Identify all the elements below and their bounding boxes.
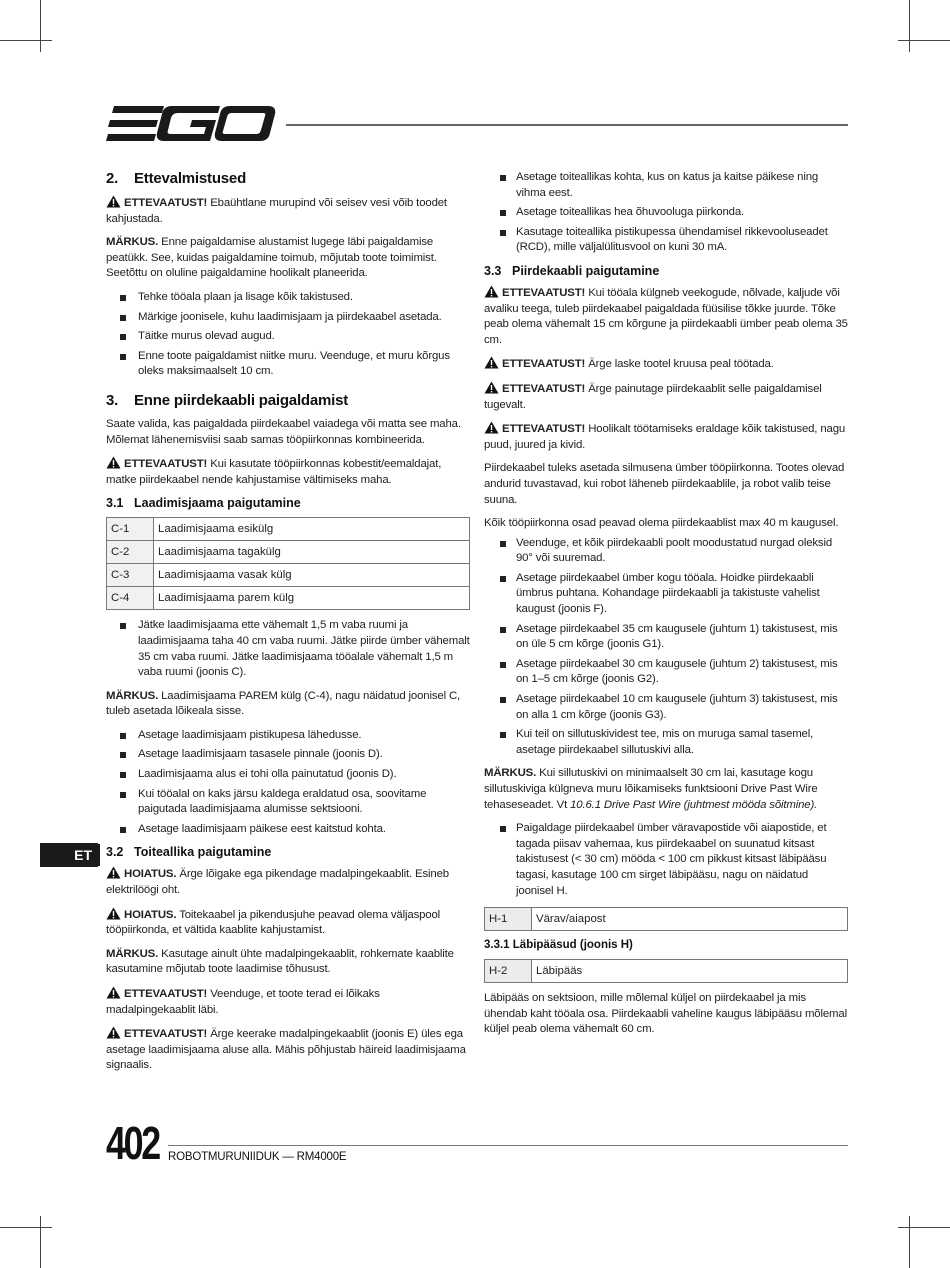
list-item: Tehke tööala plaan ja lisage kõik takistused.: [106, 290, 470, 306]
bullet-list: [484, 170, 848, 256]
legend-table: [106, 517, 470, 610]
section-heading: 2. Ettevalmistused: [106, 170, 247, 187]
subsection-heading: 3.1 Laadimisjaama paigutamine: [106, 496, 301, 511]
crop-mark: [40, 1216, 41, 1268]
crop-mark: [898, 1227, 950, 1228]
list-item: Veenduge, et kõik piirdekaabli poolt moodustatud nurgad oleksid 90° või suuremad.: [484, 536, 848, 567]
list-item: Asetage laadimisjaam päikese eest kaitstud kohta.: [106, 822, 470, 838]
bullet-list: [106, 728, 470, 838]
table-row: C-4 Laadimisjaama parem külg: [107, 587, 470, 610]
crop-mark: [909, 0, 910, 52]
note-paragraph: MÄRKUS. Kasutage ainult ühte madalpingekaablit, rohkemate kaablite kasutamine mõjutab toote laadimise tõhusust.: [106, 947, 454, 976]
caution-paragraph: ETTEVAATUST! Kui kasutate tööpiirkonnas kobestit/eemaldajat, matke piirdekaabel nende kahjustamise vältimiseks maha.: [106, 458, 442, 486]
footer-rule: [168, 1145, 848, 1146]
list-item: Enne toote paigaldamist niitke muru. Veenduge, et muru kõrgus oleks maksimaalselt 10 cm.: [106, 349, 470, 380]
list-item: Kasutage toiteallika pistikupessa ühendamisel rikkevooluseadet (RCD), mille väljalülitusvool on kuni 30 mA.: [484, 225, 848, 256]
subsubsection-heading: 3.3.1 Läbipääsud (joonis H): [484, 939, 633, 952]
warning-icon: [106, 986, 121, 999]
list-item: Kui tööalal on kaks järsu kaldega eraldatud osa, soovitame paigutada laadimisjaama alumisse sektsiooni.: [106, 787, 470, 818]
tab-rule: [98, 844, 100, 866]
caution-paragraph: ETTEVAATUST! Ärge laske tootel kruusa peal töötada.: [484, 356, 848, 373]
header-rule: [286, 124, 848, 126]
right-column: [484, 170, 848, 1046]
list-item: Märkige joonisele, kuhu laadimisjaam ja piirdekaabel asetada.: [106, 310, 470, 326]
list-item: Kui teil on sillutuskividest tee, mis on muruga samal tasemel, asetage piirdekaabel sillutuskivi alla.: [484, 727, 848, 758]
legend-table: [484, 907, 848, 931]
warning-icon: [106, 195, 121, 208]
crop-mark: [0, 1227, 52, 1228]
section-heading: 3. Enne piirdekaabli paigaldamist: [106, 391, 349, 409]
list-item: Asetage piirdekaabel 30 cm kaugusele (juhtum 2) takistusest, mis on 1–5 cm kõrge (joonis G2).: [484, 657, 848, 688]
paragraph: Kõik tööpiirkonna osad peavad olema piirdekaablist max 40 m kaugusel.: [484, 517, 839, 530]
table-row: C-1 Laadimisjaama esikülg: [107, 518, 470, 541]
caution-paragraph: ETTEVAATUST! Veenduge, et toote terad ei lõikaks madalpingekaablit läbi.: [106, 988, 380, 1016]
caution-paragraph: ETTEVAATUST! Kui tööala külgneb veekogude, nõlvade, kaljude või avaliku teega, tuleb piirdekaabel paigaldada füüsilise tõkke juurde. Tõke peab olema vähemalt 15 cm kõrgune ja piirdekaabli ümber peab olema 35 cm.: [484, 286, 848, 346]
language-tab: ET: [40, 843, 98, 867]
paragraph: Piirdekaabel tuleks asetada silmusena ümber tööpiirkonna. Tootes olevad andurid tuvastavad, kui robot läheneb piirdekaablile, ja robot valib teise suuna.: [484, 462, 845, 506]
table-row: C-2 Laadimisjaama tagakülg: [107, 541, 470, 564]
subsection-heading: 3.2 Toiteallika paigutamine: [106, 845, 272, 860]
list-item: Asetage laadimisjaam pistikupesa lähedusse.: [106, 728, 470, 744]
footer-title: ROBOTMURUNIIDUK — RM4000E: [168, 1151, 347, 1163]
bullet-list: [484, 821, 848, 899]
warning-icon: [484, 381, 499, 394]
list-item: Asetage piirdekaabel 10 cm kaugusele (juhtum 3) takistusest, mis on alla 1 cm kõrge (joonis G3).: [484, 692, 848, 723]
page-number: 402: [106, 1117, 159, 1169]
caution-paragraph: ETTEVAATUST! Hoolikalt töötamiseks eraldage kõik takistused, nagu puud, juured ja kivid.: [484, 423, 846, 451]
left-column: [106, 170, 470, 1082]
paragraph: Saate valida, kas paigaldada piirdekaabel vaiadega või matta see maha. Mõlemat lähenemisviisi saab samas tööpiirkonnas kombineerida.: [106, 417, 461, 446]
table-row: C-3 Laadimisjaama vasak külg: [107, 564, 470, 587]
list-item: Asetage piirdekaabel 35 cm kaugusele (juhtum 1) takistusest, mis on üle 5 cm kõrge (joonis G1).: [484, 622, 848, 653]
warning-icon: [106, 907, 121, 920]
caution-paragraph: ETTEVAATUST! Ebaühtlane murupind või seisev vesi võib toodet kahjustada.: [106, 197, 447, 225]
bullet-list: [106, 618, 470, 680]
caution-paragraph: ETTEVAATUST! Ärge keerake madalpingekaablit (joonis E) üles ega asetage laadimisjaama aluse alla. Mähis põhjustab häireid laadimisjaama signaalis.: [106, 1028, 466, 1072]
warning-icon: [106, 866, 121, 879]
list-item: Asetage toiteallikas hea õhuvooluga piirkonda.: [484, 205, 848, 221]
list-item: Jätke laadimisjaama ette vähemalt 1,5 m vaba ruumi ja laadimisjaama taha 40 cm vaba ruumi. Jätke piirde ümber vähemalt 35 cm vaba ruumi. Jätke laadimisjaama tööalale vähemalt 1,5 m vaba ruumi (joonis C).: [106, 618, 470, 680]
crop-mark: [909, 1216, 910, 1268]
caution-paragraph: ETTEVAATUST! Ärge painutage piirdekaablit selle paigaldamisel tugevalt.: [484, 382, 822, 411]
list-item: Laadimisjaama alus ei tohi olla painutatud (joonis D).: [106, 767, 470, 783]
cross-reference: 10.6.1 Drive Past Wire (juhtmest mööda sõitmine): [570, 798, 815, 811]
warning-paragraph: HOIATUS. Toitekaabel ja pikendusjuhe peavad olema väljaspool tööpiirkonda, et vältida kaablite kahjustamist.: [106, 908, 441, 937]
bullet-list: [484, 536, 848, 759]
table-row: H-2 Läbipääs: [485, 960, 848, 983]
table-row: H-1 Värav/aiapost: [485, 908, 848, 931]
note-paragraph: MÄRKUS. Laadimisjaama PAREM külg (C-4), nagu näidatud joonisel C, tuleb asetada lõikeala sisse.: [106, 689, 461, 718]
list-item: Asetage toiteallikas kohta, kus on katus ja kaitse päikese ning vihma eest.: [484, 170, 848, 201]
legend-table: [484, 959, 848, 983]
warning-icon: [484, 421, 499, 434]
note-paragraph: MÄRKUS. Enne paigaldamise alustamist lugege läbi paigaldamise peatükk. See, kuidas paigaldamine toimub, mõjutab toote toimimist. Seetõttu on oluline paigaldamine hoolikalt planeerida.: [106, 236, 437, 280]
list-item: Paigaldage piirdekaabel ümber väravapostide või aiapostide, et tagada piisav vahemaa, kus piirdekaabel on suunatud kitsast takistusest (< 30 cm) mööda < 100 cm pikkust kitsast läbipääsu tagasi, kasutage 100 cm sirget läbipääsu, nagu on näidatud joonisel H.: [484, 821, 848, 899]
note-paragraph: MÄRKUS. Kui sillutuskivi on minimaalselt 30 cm lai, kasutage kogu sillutuskiviga külgneva muru lõikamiseks funktsiooni Drive Past Wire tehaseseadet. Vt 10.6.1 Drive Past Wire (juhtmest mööda sõitmine).: [484, 767, 818, 811]
subsection-heading: 3.3 Piirdekaabli paigutamine: [484, 263, 660, 278]
warning-icon: [484, 285, 499, 298]
list-item: Asetage piirdekaabel ümber kogu tööala. Hoidke piirdekaabli ümbrus puhtana. Kohandage piirdekaabli ja takistuste vahelist kaugust (joonis F).: [484, 571, 848, 618]
ego-logo: [106, 104, 276, 144]
bullet-list: [106, 290, 470, 380]
crop-mark: [898, 40, 950, 41]
list-item: Asetage laadimisjaam tasasele pinnale (joonis D).: [106, 747, 470, 763]
warning-icon: [106, 456, 121, 469]
list-item: Täitke murus olevad augud.: [106, 329, 470, 345]
crop-mark: [0, 40, 52, 41]
warning-icon: [106, 1026, 121, 1039]
paragraph: Läbipääs on sektsioon, mille mõlemal küljel on piirdekaabel ja mis ühendab kaht tööala osa. Piirdekaabli vaheline kaugus läbipääsu mõlemal küljel peab olema vähemalt 60 cm.: [484, 992, 847, 1036]
warning-icon: [484, 356, 499, 369]
warning-paragraph: HOIATUS. Ärge lõigake ega pikendage madalpingekaablit. Esineb elektrilöögi oht.: [106, 868, 449, 897]
crop-mark: [40, 0, 41, 52]
